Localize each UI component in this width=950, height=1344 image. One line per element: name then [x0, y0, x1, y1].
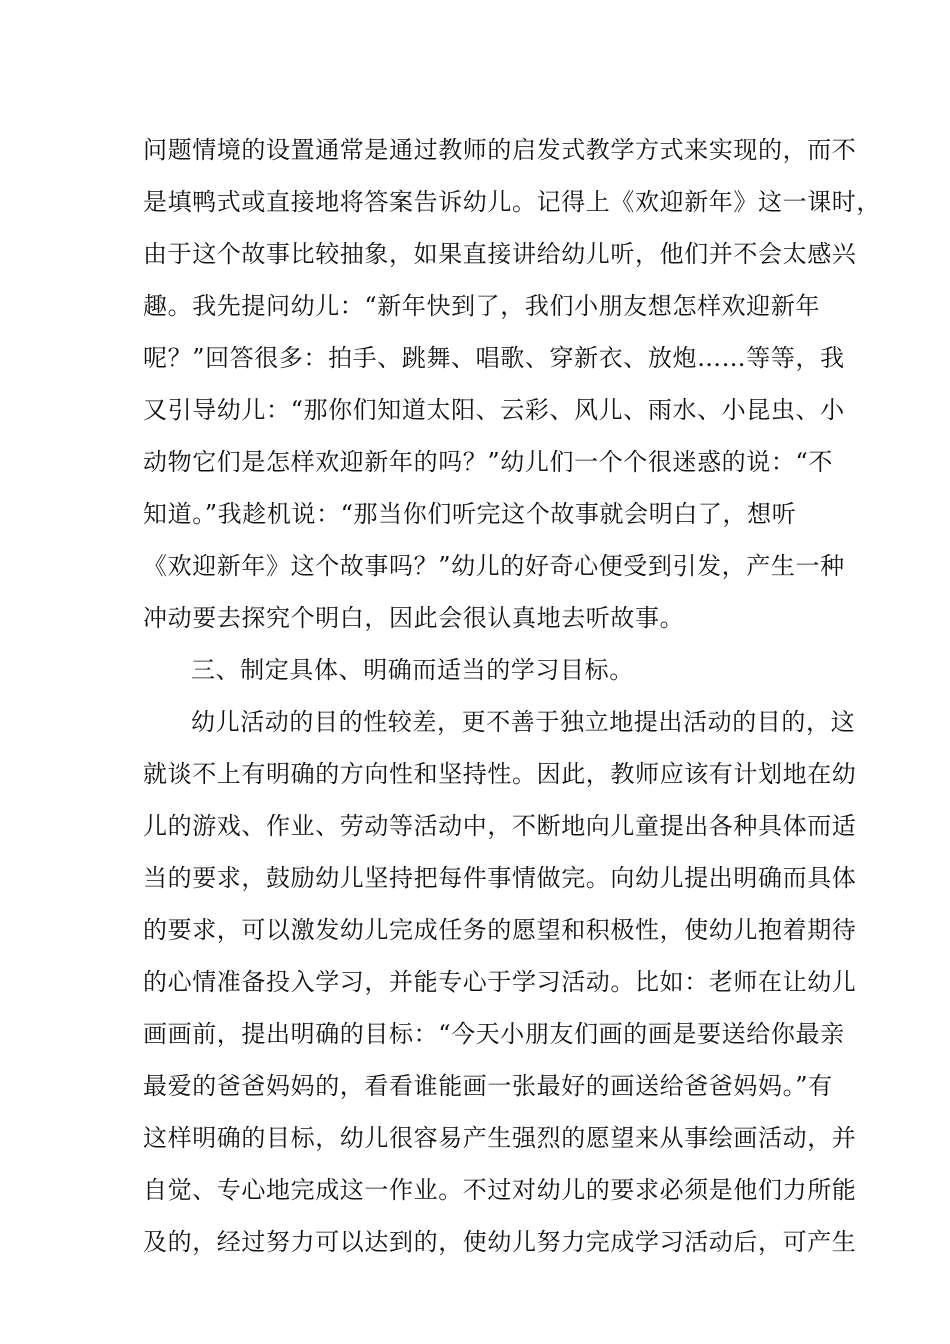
text-line: 《欢迎新年》这个故事吗？”幼儿的好奇心便受到引发，产生一种 [143, 552, 845, 580]
text-line: 画画前，提出明确的目标：“今天小朋友们画的画是要送给你最亲 [143, 1020, 845, 1048]
text-line: 的要求，可以激发幼儿完成任务的愿望和积极性，使幼儿抱着期待 [143, 916, 857, 944]
text-line: 问题情境的设置通常是通过教师的启发式教学方式来实现的，而不 [143, 136, 857, 164]
text-line: 呢？”回答很多：拍手、跳舞、唱歌、穿新衣、放炮……等等，我 [143, 344, 845, 372]
text-line: 是填鸭式或直接地将答案告诉幼儿。记得上《欢迎新年》这一课时， [143, 188, 881, 216]
text-line: 冲动要去探究个明白，因此会很认真地去听故事。 [143, 604, 685, 632]
text-line: 的心情准备投入学习，并能专心于学习活动。比如：老师在让幼儿 [143, 968, 857, 996]
text-line: 就谈不上有明确的方向性和坚持性。因此，教师应该有计划地在幼 [143, 760, 857, 788]
text-line: 又引导幼儿：“那你们知道太阳、云彩、风儿、雨水、小昆虫、小 [143, 396, 845, 424]
section-heading: 三、制定具体、明确而适当的学习目标。 [191, 656, 634, 684]
text-line: 这样明确的目标，幼儿很容易产生强烈的愿望来从事绘画活动，并 [143, 1124, 857, 1152]
text-line: 及的，经过努力可以达到的，使幼儿努力完成学习活动后，可产生 [143, 1228, 857, 1256]
text-line: 由于这个故事比较抽象，如果直接讲给幼儿听，他们并不会太感兴 [143, 240, 857, 268]
text-line: 最爱的爸爸妈妈的，看看谁能画一张最好的画送给爸爸妈妈。”有 [143, 1072, 833, 1100]
text-line: 趣。我先提问幼儿：“新年快到了，我们小朋友想怎样欢迎新年 [143, 292, 821, 320]
text-line: 动物它们是怎样欢迎新年的吗？”幼儿们一个个很迷惑的说：“不 [143, 448, 833, 476]
text-line: 知道。”我趁机说：“那当你们听完这个故事就会明白了，想听 [143, 500, 797, 528]
text-line: 幼儿活动的目的性较差，更不善于独立地提出活动的目的，这 [191, 708, 856, 736]
text-line: 自觉、专心地完成这一作业。不过对幼儿的要求必须是他们力所能 [143, 1176, 857, 1204]
text-line: 儿的游戏、作业、劳动等活动中，不断地向儿童提出各种具体而适 [143, 812, 857, 840]
text-line: 当的要求，鼓励幼儿坚持把每件事情做完。向幼儿提出明确而具体 [143, 864, 857, 892]
